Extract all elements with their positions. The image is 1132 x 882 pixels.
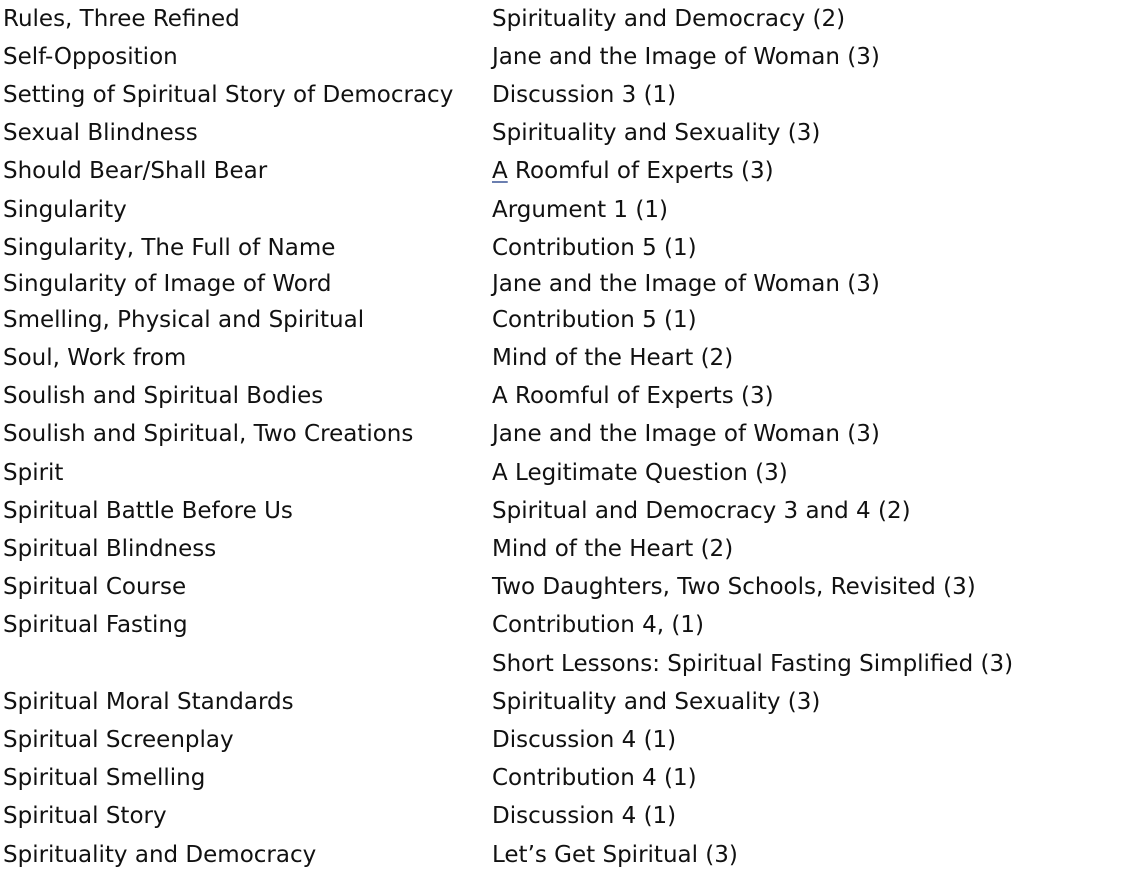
index-row bbox=[3, 229, 1123, 267]
index-row bbox=[3, 454, 1123, 492]
index-reference-rest: Roomful of Experts (3) bbox=[507, 158, 774, 185]
spelling-flag-word[interactable]: A bbox=[492, 158, 508, 185]
index-term: Singularity bbox=[3, 196, 127, 223]
index-term: Spiritual Course bbox=[3, 574, 187, 601]
index-row bbox=[3, 115, 1123, 153]
index-row bbox=[3, 416, 1123, 454]
index-reference: Contribution 4 (1) bbox=[492, 765, 697, 792]
index-reference: Contribution 5 (1) bbox=[492, 306, 697, 333]
index-term: Spirituality and Democracy bbox=[3, 841, 317, 868]
index-reference: Let’s Get Spiritual (3) bbox=[492, 841, 738, 868]
index-reference: Contribution 4, (1) bbox=[492, 612, 704, 639]
index-term: Spiritual Fasting bbox=[3, 612, 188, 639]
index-term: Smelling, Physical and Spiritual bbox=[3, 306, 365, 333]
index-reference: Spirituality and Sexuality (3) bbox=[492, 688, 821, 715]
index-reference: Spiritual and Democracy 3 and 4 (2) bbox=[492, 497, 911, 524]
index-term: Spiritual Battle Before Us bbox=[3, 497, 293, 524]
index-row bbox=[3, 721, 1123, 759]
index-reference: Spirituality and Sexuality (3) bbox=[492, 120, 821, 147]
index-row bbox=[3, 0, 1123, 38]
index-row bbox=[3, 836, 1123, 874]
index-term: Sexual Blindness bbox=[3, 120, 198, 147]
index-reference: A Legitimate Question (3) bbox=[492, 459, 788, 486]
index-table bbox=[3, 0, 1123, 874]
index-reference: Spirituality and Democracy (2) bbox=[492, 5, 846, 32]
index-row bbox=[3, 683, 1123, 721]
index-row bbox=[3, 760, 1123, 798]
index-row bbox=[3, 492, 1123, 530]
index-term: Rules, Three Refined bbox=[3, 5, 240, 32]
index-reference: Short Lessons: Spiritual Fasting Simplified (3) bbox=[492, 650, 1014, 677]
index-term: Spiritual Blindness bbox=[3, 536, 217, 563]
index-row bbox=[3, 340, 1123, 378]
index-row bbox=[3, 798, 1123, 836]
index-reference: Two Daughters, Two Schools, Revisited (3) bbox=[492, 574, 976, 601]
index-row bbox=[3, 267, 1123, 301]
index-term: Soulish and Spiritual Bodies bbox=[3, 383, 324, 410]
index-reference: Contribution 5 (1) bbox=[492, 234, 697, 261]
index-term: Should Bear/Shall Bear bbox=[3, 158, 268, 185]
index-reference: Jane and the Image of Woman (3) bbox=[492, 43, 880, 70]
index-row bbox=[3, 645, 1123, 683]
index-reference: Jane and the Image of Woman (3) bbox=[492, 270, 880, 297]
index-row bbox=[3, 607, 1123, 645]
index-row bbox=[3, 530, 1123, 568]
index-reference bbox=[492, 160, 1123, 183]
index-term: Self-Opposition bbox=[3, 43, 178, 70]
index-term: Spiritual Moral Standards bbox=[3, 688, 294, 715]
index-term: Spiritual Story bbox=[3, 803, 167, 830]
index-reference: Discussion 4 (1) bbox=[492, 803, 677, 830]
index-row bbox=[3, 378, 1123, 416]
index-row bbox=[3, 301, 1123, 339]
index-reference: Mind of the Heart (2) bbox=[492, 345, 734, 372]
index-term: Singularity, The Full of Name bbox=[3, 234, 336, 261]
index-reference: A Roomful of Experts (3) bbox=[492, 383, 774, 410]
index-term: Spirit bbox=[3, 459, 64, 486]
index-reference: Discussion 4 (1) bbox=[492, 726, 677, 753]
index-term: Spiritual Screenplay bbox=[3, 726, 234, 753]
index-row bbox=[3, 153, 1123, 191]
index-reference: Mind of the Heart (2) bbox=[492, 536, 734, 563]
index-reference: Jane and the Image of Woman (3) bbox=[492, 421, 880, 448]
index-term: Soulish and Spiritual, Two Creations bbox=[3, 421, 414, 448]
index-row bbox=[3, 38, 1123, 76]
index-row bbox=[3, 569, 1123, 607]
index-term: Soul, Work from bbox=[3, 345, 187, 372]
index-term: Spiritual Smelling bbox=[3, 765, 206, 792]
index-reference: Discussion 3 (1) bbox=[492, 81, 677, 108]
index-term: Singularity of Image of Word bbox=[3, 270, 332, 297]
index-row bbox=[3, 191, 1123, 229]
index-term: Setting of Spiritual Story of Democracy bbox=[3, 81, 454, 108]
index-row bbox=[3, 76, 1123, 114]
index-reference: Argument 1 (1) bbox=[492, 196, 668, 223]
